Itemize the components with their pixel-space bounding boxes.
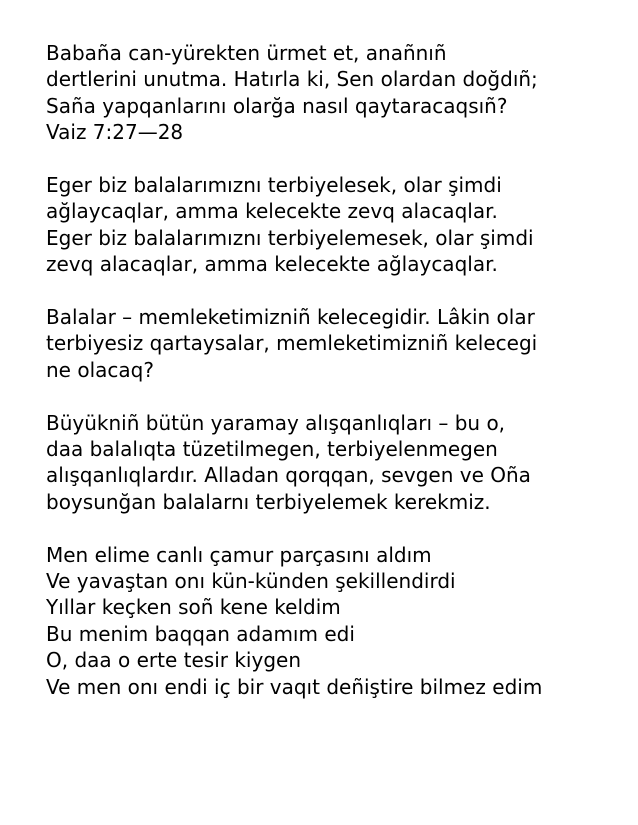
text-line: ne olacaq? — [46, 357, 154, 382]
poem-line: Bu menim baqqan adamım edi — [46, 621, 355, 646]
text-line: Saña yapqanlarını olarğa nasıl qaytaracaqsıñ? — [46, 93, 508, 118]
text-line: Babaña can-yürekten ürmet et, anañnıñ — [46, 41, 447, 65]
text-line: dertlerini unutma. Hatırla ki, Sen olardan doğdıñ; — [46, 67, 538, 92]
text-line: Eger biz balalarımıznı terbiyelemesek, olar şimdi — [46, 225, 534, 250]
paragraph-raising-children — [46, 172, 626, 278]
text-line: ağlaycaqlar, amma kelecekte zevq alacaqlar. — [46, 199, 498, 224]
paragraph-adult-habits — [46, 410, 626, 516]
paragraph-respect-parents — [46, 40, 626, 146]
text-line: Büyükniñ bütün yaramay alışqanlıqları – bu o, — [46, 410, 506, 435]
text-line: zevq alacaqlar, amma kelecekte ağlaycaqlar. — [46, 252, 498, 277]
text-line: terbiyesiz qartaysalar, memleketimizniñ kelecegi — [46, 331, 538, 356]
text-line: Balalar – memleketimizniñ kelecegidir. Lâkin olar — [46, 305, 535, 330]
poem-line: O, daa o erte tesir kiygen — [46, 648, 301, 673]
paragraph-children-future — [46, 304, 626, 383]
text-line: alışqanlıqlardır. Alladan qorqqan, sevgen ve Oña — [46, 463, 531, 488]
text-line: Eger biz balalarımıznı terbiyelesek, olar şimdi — [46, 173, 502, 198]
text-line: daa balalıqta tüzetilmegen, terbiyelenmegen — [46, 437, 498, 462]
document-page — [46, 40, 626, 726]
poem-line: Ve yavaştan onı kün-künden şekillendirdi — [46, 569, 456, 594]
text-line: boysunğan balalarnı terbiyelemek kerekmiz. — [46, 489, 491, 514]
poem-line: Yıllar keçken soñ kene keldim — [46, 595, 341, 620]
poem-line: Ve men onı endi iç bir vaqıt deñiştire bilmez edim — [46, 674, 543, 699]
poem-clay — [46, 542, 626, 700]
poem-line: Men elime canlı çamur parçasını aldım — [46, 542, 432, 567]
scripture-reference: Vaiz 7:27—28 — [46, 120, 184, 145]
